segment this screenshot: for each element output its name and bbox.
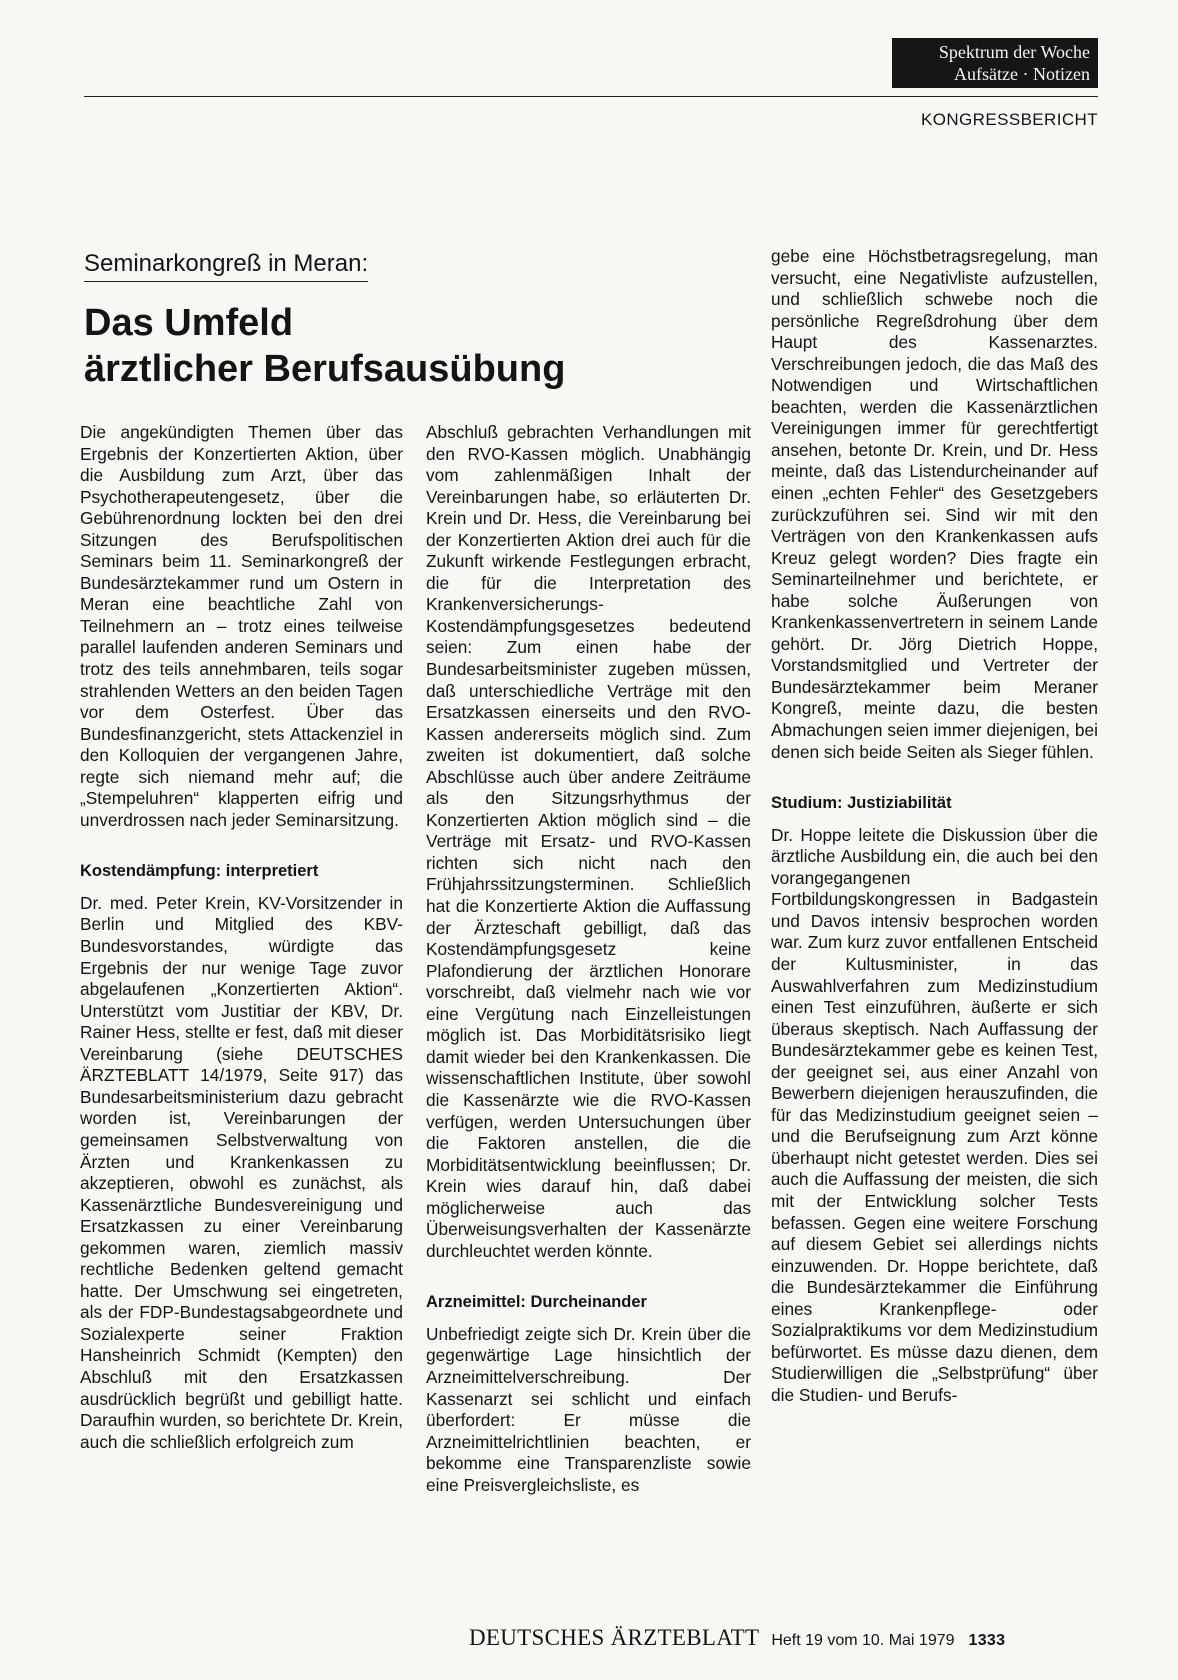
- body-paragraph: Dr. med. Peter Krein, KV-Vorsitzender in Berlin und Mitglied des KBV-Bundesvorstandes, würdigte das Ergebnis der nur wenige Tage zuvor abgelaufenen „Konzertierten Aktion“. Unterstützt vom Justitiar der KBV, Dr. Rainer Hess, stellte er fest, daß mit dieser Vereinbarung (siehe DEUTSCHES ÄRZTEBLATT 14/1979, Seite 917) das Bundesarbeitsministerium dazu gebracht worden ist, Vereinbarungen der gemeinsamen Selbstverwaltung von Ärzten und Krankenkassen zu akzeptieren, obwohl es zunächst, als Kassenärztliche Bundesvereinigung und Ersatzkassen zu einer Vereinbarung gekommen waren, ziemlich massiv rechtliche Bedenken geltend gemacht hatte. Der Umschwung sei eingetreten, als der FDP-Bundestagsabgeordnete und Sozialexperte seiner Fraktion Hansheinrich Schmidt (Kempten) den Abschluß mit den Ersatzkassen ausdrücklich begrüßt und gebilligt hatte. Daraufhin wurden, so berichtete Dr. Krein, auch die schließlich erfolgreich zum: [80, 892, 403, 1452]
- subheading-studium: Studium: Justiziabilität: [771, 794, 952, 813]
- body-paragraph: gebe eine Höchstbetragsregelung, man versucht, eine Negativliste aufzustellen, und schließlich schwebe noch die persönliche Regreßdrohung über dem Haupt des Kassenarztes. Verschreibungen jedoch, die das Maß des Notwendigen und Wirtschaftlichen beachten, werden die Kassenärztlichen Vereinigungen immer für gerechtfertigt ansehen, betonte Dr. Krein, und Dr. Hess meinte, daß das Listendurcheinander auf einen „echten Fehler“ des Gesetzgebers zurückzuführen sei. Sind wir mit den Verträgen von den Krankenkassen aufs Kreuz gelegt worden? Dies fragte ein Seminarteilnehmer und berichtete, er habe solche Äußerungen von Krankenkassenvertretern in seinem Lande gehört. Dr. Jörg Dietrich Hoppe, Vorstandsmitglied und Vertreter der Bundesärztekammer beim Meraner Kongreß, meinte dazu, die besten Abmachungen seien immer diejenigen, bei denen sich beide Seiten als Sieger fühlen.: [771, 246, 1098, 762]
- column-2: [426, 422, 751, 1496]
- body-paragraph: Dr. Hoppe leitete die Diskussion über die ärztliche Ausbildung ein, die auch bei den vorangegangenen Fortbildungskongressen in Badgastein und Davos intensiv besprochen worden war. Zum kurz zuvor entfallenen Entscheid der Kultusminister, in das Auswahlverfahren zum Medizinstudium einen Test einzuführen, äußerte er sich überaus skeptisch. Nach Auffassung der Bundesärztekammer gebe es keinen Test, der geeignet sei, aus einer Anzahl von Bewerbern diejenigen herauszufinden, die für das Medizinstudium geeignet seien – und die Berufseignung zum Arzt könne überhaupt nicht getestet werden. Dies sei auch die Auffassung der meisten, die sich mit der Entwicklung solcher Tests befassen. Gegen eine weitere Forschung auf diesem Gebiet sei allerdings nichts einzuwenden. Dr. Hoppe berichtete, daß die Bundesärztekammer die Einführung eines Krankenpflege- oder Sozialpraktikums vor dem Medizinstudium befürwortet. Es müsse dazu dienen, dem Studierwilligen die „Selbstprüfung“ über die Studien- und Berufs-: [771, 824, 1098, 1405]
- page-footer: [469, 1625, 1005, 1651]
- badge-line-1: Spektrum der Woche: [938, 42, 1090, 62]
- article-title: [84, 300, 704, 392]
- column-1: [80, 422, 403, 1453]
- section-badge: [892, 38, 1098, 88]
- title-line-1: Das Umfeld: [84, 302, 294, 344]
- subheading-kostendaempfung: Kostendämpfung: interpretiert: [80, 862, 319, 881]
- intro-paragraph: Die angekündigten Themen über das Ergebnis der Konzertierten Aktion, über die Ausbildung zum Arzt, über das Psychotherapeutengesetz, über die Gebührenordnung lockten bei den drei Sitzungen des Berufspolitischen Seminars beim 11. Seminarkongreß der Bundesärztekammer rund um Ostern in Meran eine beachtliche Zahl von Teilnehmern an – trotz eines teilweise parallel laufenden anderen Seminars und trotz des teils annehmbaren, teils sogar strahlenden Wetters an den beiden Tagen vor dem Osterfest. Über das Bundesfinanzgericht, stets Attackenziel in den Kolloquien der vergangenen Jahre, regte sich niemand mehr auf; die „Stempeluhren“ klapperten eifrig und unverdrossen nach jeder Seminarsitzung.: [80, 422, 403, 830]
- column-3: [771, 246, 1098, 1406]
- section-label: KONGRESSBERICHT: [921, 110, 1098, 129]
- header-rule: [84, 96, 1098, 97]
- page-number: 1333: [968, 1632, 1006, 1649]
- subheading-arzneimittel: Arzneimittel: Durcheinander: [426, 1293, 647, 1312]
- issue-info: Heft 19 vom 10. Mai 1979: [771, 1632, 955, 1649]
- badge-line-2: Aufsätze · Notizen: [954, 64, 1090, 84]
- body-paragraph: Unbefriedigt zeigte sich Dr. Krein über die gegenwärtige Lage hinsichtlich der Arzneimittelverschreibung. Der Kassenarzt sei schlicht und einfach überfordert: Er müsse die Arzneimittelrichtlinien beachten, er bekomme eine Transparenzliste sowie eine Preisvergleichsliste, es: [426, 1323, 751, 1495]
- article-kicker: Seminarkongreß in Meran:: [84, 249, 368, 282]
- body-paragraph: Abschluß gebrachten Verhandlungen mit den RVO-Kassen möglich. Unabhängig vom zahlenmäßigen Inhalt der Vereinbarungen habe, so erläuterten Dr. Krein und Dr. Hess, die Vereinbarung bei der Konzertierten Aktion drei auch für die Zukunft wirkende Festlegungen erbracht, die für die Interpretation des Krankenversicherungs-Kostendämpfungsgesetzes bedeutend seien: Zum einen habe der Bundesarbeitsminister zugeben müssen, daß unterschiedliche Verträge mit den Ersatzkassen einerseits und den RVO-Kassen andererseits möglich sind. Zum zweiten ist dokumentiert, daß solche Abschlüsse auch über andere Zeiträume als den Sitzungsrhythmus der Konzertierten Aktion möglich sind – die Verträge mit Ersatz- und RVO-Kassen richten sich nicht nach den Frühjahrssitzungsterminen. Schließlich hat die Konzertierte Aktion die Auffassung der Ärzteschaft gebilligt, daß das Kostendämpfungsgesetz keine Plafondierung der ärztlichen Honorare vorschreibt, daß vielmehr nach wie vor eine Vergütung nach Einzelleistungen möglich ist. Das Morbiditätsrisiko liegt damit wieder bei den Krankenkassen. Die wissenschaftlichen Institute, über sowohl die Kassenärzte wie die RVO-Kassen verfügen, werden Untersuchungen über die Faktoren anstellen, die die Morbiditätsentwicklung beeinflussen; Dr. Krein wies darauf hin, daß dabei möglicherweise auch das Überweisungsverhalten der Kassenärzte durchleuchtet werden könnte.: [426, 422, 751, 1261]
- title-line-2: ärztlicher Berufsausübung: [84, 348, 566, 390]
- journal-name: DEUTSCHES ÄRZTEBLATT: [469, 1625, 760, 1650]
